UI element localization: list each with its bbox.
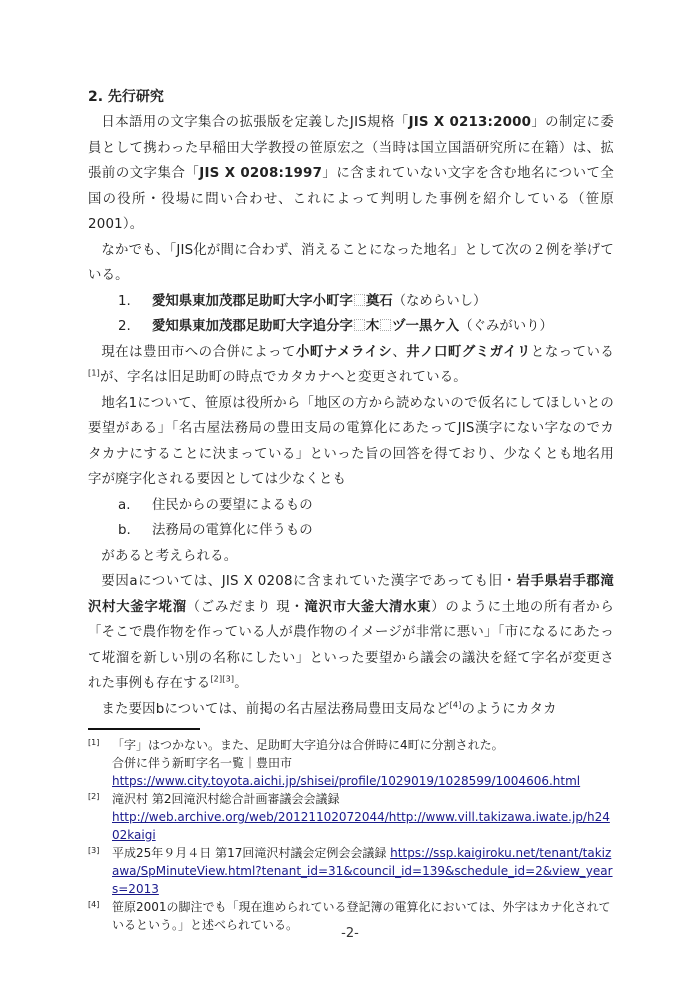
place-name: 愛知県東加茂郡足助町大字小町字 xyxy=(152,293,353,309)
paragraph-3 xyxy=(88,340,614,391)
place-name-suffix: ヅ一黒ケ入 xyxy=(392,319,460,334)
numbered-place-list xyxy=(88,289,614,340)
footnote-text: 合併に伴う新町字名一覧｜豊田市 xyxy=(112,756,293,770)
paragraph-6 xyxy=(88,569,614,697)
new-place-name: 小町ナメライシ xyxy=(295,344,393,360)
list-marker: 2. xyxy=(118,319,131,334)
footnote-number: [3] xyxy=(88,846,100,855)
jis-0213-label: JIS X 0213:2000 xyxy=(408,115,532,130)
footnote-text: 平成25年９月４日 第17回滝沢村議会定例会会議録 xyxy=(112,846,391,860)
text: が、字名は旧足助町の時点でカタカナへと変更されている。 xyxy=(99,370,467,385)
footnote-number: [4] xyxy=(88,900,100,909)
text: 。 xyxy=(234,676,248,691)
footnote-text: 「字」はつかない。また、足助町大字追分は合併時に4町に分割された。 xyxy=(112,738,504,752)
reading: （なめらいし） xyxy=(392,293,487,309)
text: 要因aについては、JIS X 0208に含まれていた漢字であっても旧・ xyxy=(101,574,517,589)
footnote-3 xyxy=(88,844,616,898)
footnote-2 xyxy=(88,790,616,844)
missing-glyph-icon xyxy=(380,319,391,331)
footnote-number: [2] xyxy=(88,792,100,801)
list-text: 法務局の電算化に伴うもの xyxy=(152,523,313,538)
footnote-1 xyxy=(88,736,616,790)
paragraph-4: 地名1について、笹原は役所から「地区の方から読めないので仮名にしてほしいとの要望がある」「名古屋法務局の豊田支局の電算化にあたってJIS漢字にない字なのでカタカナにすることに決まっている」といった旨の回答を得ており、少なくとも地名用字が廃字化される要因としては少なくとも xyxy=(88,395,614,487)
list-text: 住民からの要望によるもの xyxy=(152,497,313,513)
text: 現在は豊田市への合併によって xyxy=(101,344,296,360)
jis-0208-label: JIS X 0208:1997 xyxy=(199,166,323,181)
list-marker: 1. xyxy=(118,293,131,309)
reading: （ぐみがいり） xyxy=(459,319,553,334)
footnote-link[interactable]: https://ssp.kaigiroku.net/tenant/takizawa/SpMinuteView.html?tenant_id=31&council_id=139&schedule_id=2&view_years=2013 xyxy=(112,846,613,896)
lettered-factor-list xyxy=(88,493,614,544)
footnotes xyxy=(88,736,616,934)
footnote-link[interactable]: http://web.archive.org/web/20121102072044/http://www.vill.takizawa.iwate.jp/h2402kaigi xyxy=(112,810,610,842)
footnote-text: 笹原2001の脚注でも「現在進められている登記簿の電算化においては、外字はカナ化されているという。」と述べられている。 xyxy=(112,900,611,932)
paragraph-2: なかでも、「JIS化が間に合わず、消えることになった地名」として次の２例を挙げている。 xyxy=(88,242,614,283)
footnote-ref[interactable]: [2][3] xyxy=(210,674,235,684)
paragraph-5: があると考えられる。 xyxy=(101,548,238,564)
text: また要因bについては、前掲の名古屋法務局豊田支局など xyxy=(101,701,450,717)
new-place-name: 井ノ口町グミガイリ xyxy=(406,344,531,360)
place-name-suffix: 奠石 xyxy=(365,293,393,309)
text: のようにカタカ xyxy=(461,701,557,717)
text: 」の制定に委員として携わった早稲田大学教授の笹原宏之（当時は国立国語研究所に在籍）は、拡張前の文字集合「 xyxy=(88,115,614,181)
list-marker: b. xyxy=(118,523,131,538)
missing-glyph-icon xyxy=(354,294,365,306)
list-item xyxy=(88,314,614,340)
paragraph-7 xyxy=(88,697,614,723)
footnote-ref[interactable]: [4] xyxy=(449,700,462,710)
footnote-ref[interactable]: [1] xyxy=(88,368,100,378)
footnote-number: [1] xyxy=(88,738,100,747)
text: 、 xyxy=(392,344,407,360)
text: 」に含まれていない文字を含む地名について全国の役所・役場に問い合わせ、これによって判明した事例を紹介している（笹原2001）。 xyxy=(88,166,614,232)
page-number: -2- xyxy=(341,926,359,941)
section-heading: 2. 先行研究 xyxy=(88,89,164,105)
text: （ごみだまり 現・ xyxy=(186,599,305,615)
missing-glyph-icon xyxy=(354,319,365,331)
text: 日本語用の文字集合の拡張版を定義したJIS規格「 xyxy=(101,115,409,130)
list-item xyxy=(88,289,614,315)
document-page xyxy=(88,86,614,722)
text: となっている xyxy=(530,344,615,360)
place-name: 愛知県東加茂郡足助町大字追分字 xyxy=(152,319,353,334)
list-item xyxy=(88,518,614,544)
footnote-separator xyxy=(88,728,200,730)
new-place-name: 滝沢市大釜大清水東 xyxy=(304,599,432,615)
text: ）のように土地の所有者から「そこで農作物を作っている人が農作物のイメージが非常に悪い」「市になるにあたって埖溜を新しい別の名称にしたい」といった要望から議会の議決を経て字名が変更された事例も存在する xyxy=(88,599,614,691)
list-item xyxy=(88,493,614,519)
paragraph-1 xyxy=(88,110,614,238)
old-place-name: 岩手県岩手郡滝沢村大釜字埖溜 xyxy=(88,574,614,615)
place-name-mid: 木 xyxy=(365,319,380,334)
list-marker: a. xyxy=(118,497,131,513)
footnote-text: 滝沢村 第2回滝沢村総合計画審議会会議録 xyxy=(112,792,340,806)
footnote-link[interactable]: https://www.city.toyota.aichi.jp/shisei/profile/1029019/1028599/1004606.html xyxy=(112,774,581,788)
